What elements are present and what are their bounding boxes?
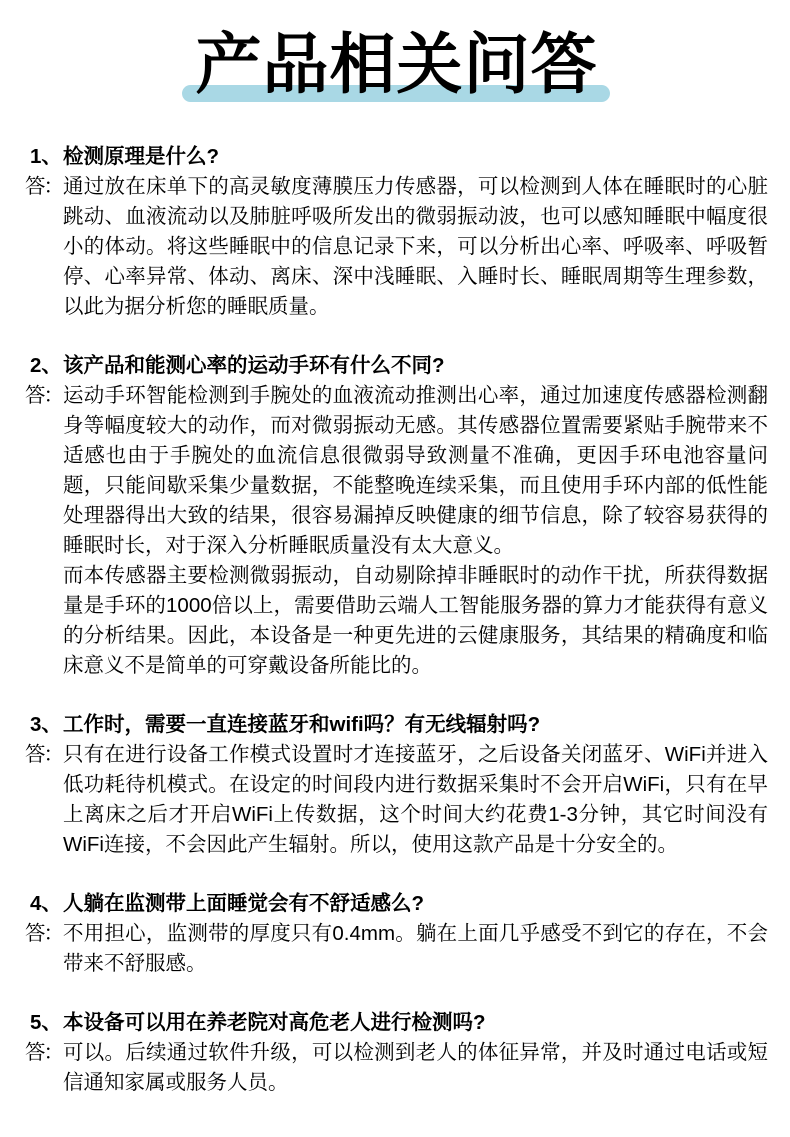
question-text: 检测原理是什么? <box>63 144 220 168</box>
faq-question <box>25 889 768 919</box>
question-number: 4、 <box>30 891 62 915</box>
answer-label: 答： <box>25 1040 62 1064</box>
faq-answer <box>25 919 768 979</box>
faq-item <box>25 1008 768 1098</box>
faq-item <box>25 710 768 860</box>
answer-paragraph: 通过放在床单下的高灵敏度薄膜压力传感器，可以检测到人体在睡眠时的心脏跳动、血液流动以及肺脏呼吸所发出的微弱振动波，也可以感知睡眠中幅度很小的体动。将这些睡眠中的信息记录下来，可以分析出心率、呼吸率、呼吸暂停、心率异常、体动、离床、深中浅睡眠、入睡时长、睡眠周期等生理参数，以此为据分析您的睡眠质量。 <box>63 174 768 318</box>
question-text: 工作时，需要一直连接蓝牙和wifi吗？有无线辐射吗? <box>63 712 541 736</box>
faq-question <box>25 1008 768 1038</box>
faq-question <box>25 351 768 381</box>
faq-item <box>25 142 768 322</box>
answer-paragraph: 而本传感器主要检测微弱振动，自动剔除掉非睡眠时的动作干扰，所获得数据量是手环的1000倍以上，需要借助云端人工智能服务器的算力才能获得有意义的分析结果。因此，本设备是一种更先进的云健康服务，其结果的精确度和临床意义不是简单的可穿戴设备所能比的。 <box>63 563 768 677</box>
answer-body <box>63 1038 768 1098</box>
answer-paragraph: 只有在进行设备工作模式设置时才连接蓝牙，之后设备关闭蓝牙、WiFi并进入低功耗待机模式。在设定的时间段内进行数据采集时不会开启WiFi，只有在早上离床之后才开启WiFi上传数据，这个时间大约花费1-3分钟，其它时间没有WiFi连接，不会因此产生辐射。所以，使用这款产品是十分安全的。 <box>63 742 768 856</box>
answer-label: 答： <box>25 742 62 766</box>
answer-label: 答： <box>25 174 62 198</box>
question-number: 5、 <box>30 1010 62 1034</box>
answer-body <box>63 172 768 322</box>
answer-paragraph: 不用担心，监测带的厚度只有0.4mm。躺在上面几乎感受不到它的存在，不会带来不舒服感。 <box>63 921 768 975</box>
answer-paragraph: 可以。后续通过软件升级，可以检测到老人的体征异常，并及时通过电话或短信通知家属或服务人员。 <box>63 1040 768 1094</box>
answer-body <box>63 381 768 681</box>
faq-item <box>25 889 768 979</box>
faq-answer <box>25 172 768 322</box>
question-number: 1、 <box>30 144 62 168</box>
faq-list <box>25 142 768 1098</box>
faq-answer <box>25 740 768 860</box>
answer-body <box>63 740 768 860</box>
question-text: 人躺在监测带上面睡觉会有不舒适感么? <box>63 891 425 915</box>
question-number: 2、 <box>30 353 62 377</box>
answer-label: 答： <box>25 921 62 945</box>
faq-answer <box>25 381 768 681</box>
answer-paragraph: 运动手环智能检测到手腕处的血液流动推测出心率，通过加速度传感器检测翻身等幅度较大的动作，而对微弱振动无感。其传感器位置需要紧贴手腕带来不适感也由于手腕处的血流信息很微弱导致测量不准确，更因手环电池容量问题，只能间歇采集少量数据，不能整晚连续采集，而且使用手环内部的低性能处理器得出大致的结果，很容易漏掉反映健康的细节信息，除了较容易获得的睡眠时长，对于深入分析睡眠质量没有太大意义。 <box>63 383 768 557</box>
faq-item <box>25 351 768 681</box>
answer-body <box>63 919 768 979</box>
question-text: 该产品和能测心率的运动手环有什么不同? <box>63 353 445 377</box>
faq-question <box>25 142 768 172</box>
faq-question <box>25 710 768 740</box>
page-title <box>196 26 598 103</box>
question-number: 3、 <box>30 712 62 736</box>
answer-label: 答： <box>25 383 62 407</box>
faq-answer <box>25 1038 768 1098</box>
question-text: 本设备可以用在养老院对高危老人进行检测吗? <box>63 1010 486 1034</box>
page-title-text: 产品相关问答 <box>195 27 598 101</box>
page-header <box>25 26 768 103</box>
